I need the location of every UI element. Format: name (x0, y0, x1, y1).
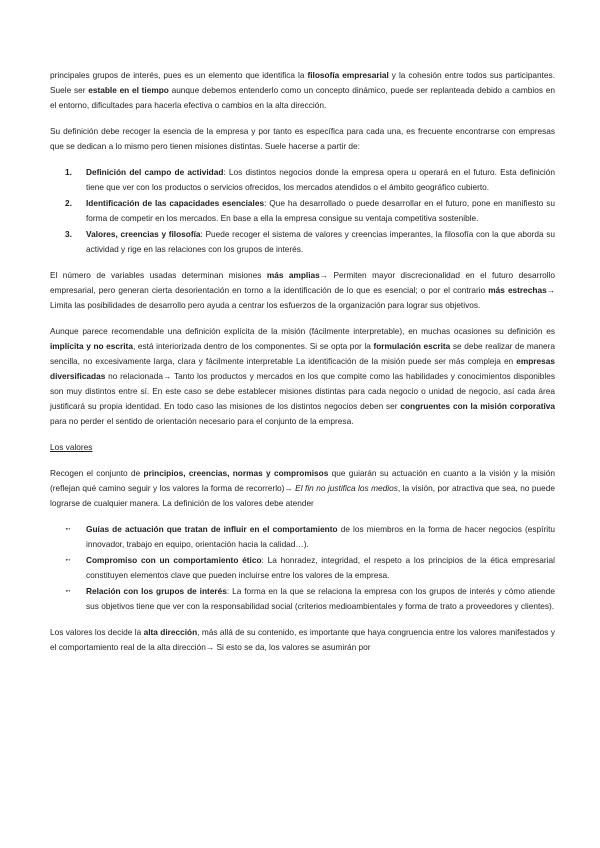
text-span: , está interiorizada dentro de los componentes. Si se opta por la (132, 341, 374, 351)
paragraph-mission-formulation (50, 324, 555, 429)
list-marker: 2. (65, 198, 72, 208)
list-item (50, 584, 555, 614)
arrow-bullet-icon: ➻ (65, 557, 71, 564)
bold-term: implícita y no escrita (50, 341, 133, 351)
list-item (50, 165, 555, 195)
paragraph-values-leadership (50, 625, 555, 655)
text-span: → Limita las posibilidades de desarrollo pero ayuda a centrar los esfuerzos de la organización para lograr sus objetivos. (50, 285, 555, 310)
text-span: , la visión, por atractiva que sea, no puede lograrse de cualquier manera. La definición de los valores debe atender (50, 483, 555, 508)
bold-term: formulación escrita (373, 341, 451, 351)
bold-term: Compromiso con un comportamiento ético (86, 555, 262, 565)
list-item (50, 227, 555, 257)
text-span: , más allá de su contenido, es importante que haya congruencia entre los valores manifestados y el comportamiento real de la alta dirección→ Si esto se da, los valores se asumirán por (50, 627, 555, 652)
text-span: : La honradez, integridad, el respeto a los principios de la ética empresarial constituyen elementos clave que pueden incluirse entre los valores de la empresa. (86, 555, 555, 580)
bold-term: Definición del campo de actividad (86, 167, 224, 177)
italic-phrase: El fin no justifica los medios (295, 483, 398, 493)
list-marker: 1. (65, 167, 72, 177)
text-span: principales grupos de interés, pues es un elemento que identifica la (50, 70, 308, 80)
paragraph-values-intro (50, 466, 555, 511)
text-span: no relacionada→ Tanto los productos y mercados en los que compite como las habilidades y conocimientos disponibles son muy distintos entre sí. En este caso se debe establecer misiones distintas para cada negocio o unidad de negocio, así cada área justificará su propia identidad. En todo caso las misiones de los distintos negocios deben ser (50, 371, 555, 411)
bullet-list (50, 522, 555, 614)
bold-term: empresas diversificadas (50, 356, 555, 381)
bold-term: Guías de actuación que tratan de influir en el comportamiento (86, 524, 338, 534)
text-span: Recogen el conjunto de (50, 468, 144, 478)
bold-term: estable en el tiempo (88, 85, 169, 95)
text-span: para no perder el sentido de orientación necesario para el conjunto de la empresa. (50, 416, 354, 426)
text-span: : La forma en la que se relaciona la empresa con los grupos de interés y cómo atiende sus objetivos tiene que ver con la responsabilidad social (criterios medioambientales y forma de trato a proveedores y clientes). (86, 586, 555, 611)
text-span: que guiarán su actuación en cuanto a la visión y la misión (reflejan qué camino seguir y los valores la forma de recorrerlo)→ (50, 468, 555, 493)
arrow-bullet-icon: ➻ (65, 588, 71, 595)
text-span: : Que ha desarrollado o puede desarrollar en el futuro, pone en manifiesto su forma de competir en los mercados. En base a ella la empresa consigue su ventaja competitiva sostenible. (86, 198, 555, 223)
bold-term: Relación con los grupos de interés (86, 586, 227, 596)
bold-term: más estrechas (488, 285, 547, 295)
bold-term: alta dirección (143, 627, 198, 637)
bold-term: filosofía empresarial (307, 70, 389, 80)
paragraph-mission-scope (50, 268, 555, 313)
bold-term: congruentes con la misión corporativa (400, 401, 555, 411)
numbered-list (50, 165, 555, 257)
text-span: se debe realizar de manera sencilla, no excesivamente larga, clara y fácilmente interpretable La identificación de la misión puede ser más compleja en (50, 341, 556, 366)
paragraph-mission-definition (50, 124, 555, 154)
bold-term: Identificación de las capacidades esenciales (86, 198, 265, 208)
text-span: y la cohesión entre todos sus participantes. Suele ser (50, 70, 555, 95)
text-span: : Los distintos negocios donde la empresa opera u operará en el futuro. Esta definición tiene que ver con los productos o servicios ofrecidos, los mercados atendidos o el ámbito geográfico cubierto. (86, 167, 555, 192)
list-item (50, 553, 555, 583)
text-span: El número de variables usadas determinan misiones (50, 270, 267, 280)
text-span: de los miembros en la forma de hacer negocios (espíritu innovador, trabajo en equipo, orientación hacia la calidad…). (86, 524, 556, 549)
text-span: Aunque parece recomendable una definición explícita de la misión (fácilmente interpretable), en muchas ocasiones su definición es (50, 326, 555, 336)
text-span: aunque debemos entenderlo como un concepto dinámico, puede ser replanteada debido a cambios en el entorno, dificultades para hacerla efectiva o cambios en la alta dirección. (50, 85, 555, 110)
arrow-bullet-icon: ➻ (65, 526, 71, 533)
list-marker: 3. (65, 229, 72, 239)
text-span: → Permiten mayor discrecionalidad en el futuro desarrollo empresarial, pero generan cierta desorientación en torno a la identificación de lo que es esencial; o por el contrario (50, 270, 556, 295)
text-span: Los valores los decide la (50, 627, 144, 637)
text-span: : Puede recoger el sistema de valores y creencias imperantes, la filosofía con la que aborda su actividad y rige en las relaciones con los grupos de interés. (86, 229, 555, 254)
document-page (50, 68, 555, 666)
bold-term: más amplias (266, 270, 320, 280)
section-heading-values: Los valores (50, 442, 93, 452)
list-item (50, 522, 555, 552)
paragraph-mission-intro (50, 68, 555, 113)
bold-term: Valores, creencias y filosofía (86, 229, 201, 239)
text-span: Su definición debe recoger la esencia de la empresa y por tanto es específica para cada una, es frecuente encontrarse con empresas que se dedican a lo mismo pero tienen misiones distintas. Suele hacerse a partir de: (50, 126, 555, 151)
list-item (50, 196, 555, 226)
bold-term: principios, creencias, normas y compromisos (143, 468, 329, 478)
